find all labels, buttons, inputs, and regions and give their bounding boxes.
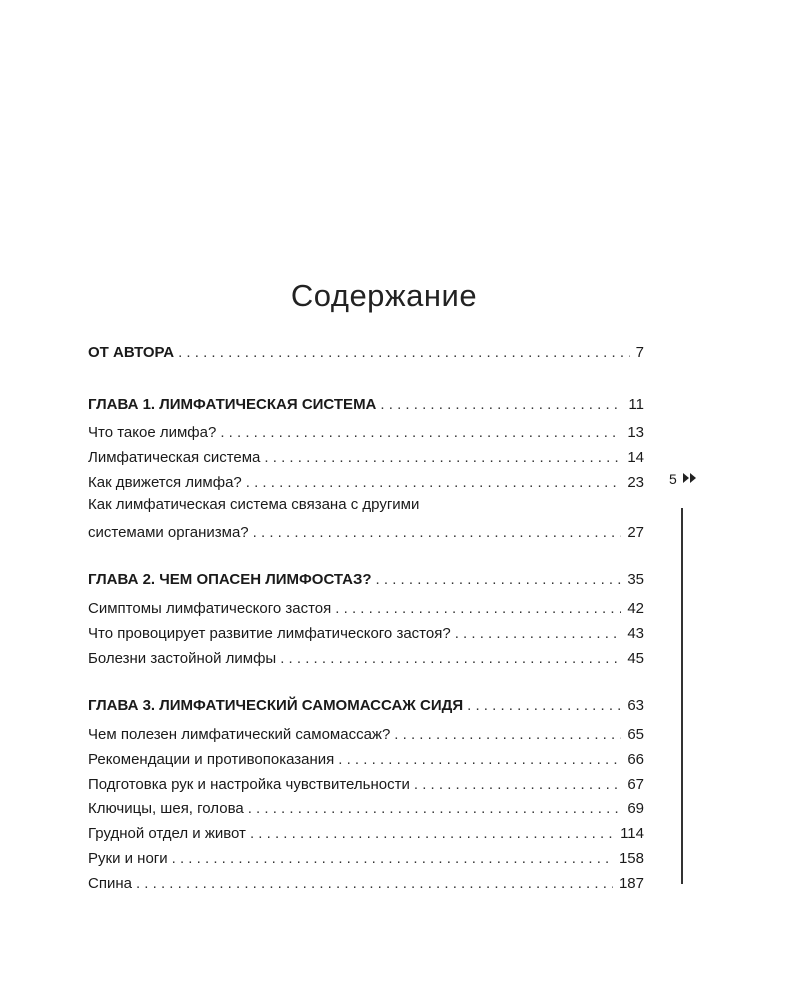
dot-leader (455, 625, 622, 643)
toc-entry[interactable] (88, 722, 644, 744)
toc-entry-page: 7 (635, 344, 644, 361)
dot-leader (335, 600, 621, 618)
dot-leader (248, 800, 622, 818)
toc-entry-chapter-3[interactable] (88, 693, 644, 715)
dot-leader (172, 850, 613, 868)
dot-leader (414, 776, 621, 794)
toc-entry-label: Как движется лимфа? (88, 474, 242, 491)
toc-entry-label: Грудной отдел и живот (88, 825, 246, 842)
toc-entry-chapter-2[interactable] (88, 567, 644, 589)
toc-entry-label-line1[interactable]: Как лимфатическая система связана с другими (88, 496, 420, 513)
dot-leader (178, 344, 630, 362)
folio (669, 471, 697, 487)
dot-leader (280, 650, 621, 668)
toc-entry-author[interactable] (88, 340, 644, 362)
dot-leader (380, 396, 622, 414)
dot-leader (376, 571, 622, 589)
dot-leader (394, 726, 621, 744)
toc-entry-label-line2: системами организма? (88, 524, 249, 541)
toc-entry[interactable] (88, 445, 644, 467)
double-arrow-right-icon (683, 471, 697, 487)
toc-entry-page: 43 (627, 625, 644, 642)
toc-entry-label: Чем полезен лимфатический самомассаж? (88, 726, 391, 743)
toc-entry-label: Симптомы лимфатического застоя (88, 600, 332, 617)
toc-entry[interactable] (88, 796, 644, 818)
toc-entry-label: Болезни застойной лимфы (88, 650, 277, 667)
dot-leader (338, 751, 621, 769)
toc-entry-label: Что такое лимфа? (88, 424, 217, 441)
toc-entry[interactable] (88, 596, 644, 618)
toc-entry[interactable] (88, 646, 644, 668)
toc-entry-label: ГЛАВА 3. ЛИМФАТИЧЕСКИЙ САМОМАССАЖ СИДЯ (88, 697, 464, 714)
toc-entry-page: 14 (627, 449, 644, 466)
dot-leader (136, 875, 613, 893)
toc-entry-page: 23 (627, 474, 644, 491)
toc-entry-label: Подготовка рук и настройка чувствительности (88, 776, 410, 793)
toc-entry-label: Что провоцирует развитие лимфатического застоя? (88, 625, 451, 642)
toc-entry-label: ОТ АВТОРА (88, 344, 175, 361)
toc-entry-page: 158 (618, 850, 644, 867)
toc-entry[interactable] (88, 470, 644, 492)
toc-entry-page: 69 (627, 800, 644, 817)
dot-leader (253, 524, 622, 542)
toc-entry-label: Рекомендации и противопоказания (88, 751, 335, 768)
toc-entry[interactable] (88, 772, 644, 794)
toc-entry-page: 11 (628, 396, 644, 413)
toc-entry-page: 45 (627, 650, 644, 667)
page-title: Содержание (290, 278, 478, 313)
toc-entry-page: 67 (627, 776, 644, 793)
dot-leader (246, 474, 622, 492)
toc-entry[interactable] (88, 846, 644, 868)
toc-entry-page: 27 (627, 524, 644, 541)
toc-entry[interactable] (88, 871, 644, 893)
toc-entry-page: 63 (627, 697, 644, 714)
toc-entry-label: Спина (88, 875, 132, 892)
margin-rule (681, 508, 683, 884)
dot-leader (264, 449, 621, 467)
toc-entry-label: Лимфатическая система (88, 449, 261, 466)
toc-entry-label: ГЛАВА 1. ЛИМФАТИЧЕСКАЯ СИСТЕМА (88, 396, 377, 413)
toc-entry[interactable] (88, 747, 644, 769)
toc-entry-page: 13 (627, 424, 644, 441)
page-number: 5 (669, 471, 677, 487)
toc-entry-label: ГЛАВА 2. ЧЕМ ОПАСЕН ЛИМФОСТАЗ? (88, 571, 372, 588)
toc-entry-page: 66 (627, 751, 644, 768)
toc-entry-chapter-1[interactable] (88, 392, 644, 414)
toc-entry-page: 42 (627, 600, 644, 617)
toc-entry-label: Руки и ноги (88, 850, 168, 867)
toc-entry-label: Ключицы, шея, голова (88, 800, 244, 817)
toc-entry-page: 187 (618, 875, 644, 892)
toc-entry[interactable] (88, 821, 644, 843)
dot-leader (220, 424, 621, 442)
toc-entry-page: 65 (627, 726, 644, 743)
dot-leader (467, 697, 621, 715)
toc-entry[interactable] (88, 420, 644, 442)
toc-entry[interactable] (88, 520, 644, 542)
toc-entry-page: 114 (620, 825, 644, 842)
toc-entry-page: 35 (627, 571, 644, 588)
dot-leader (250, 825, 614, 843)
toc-entry[interactable] (88, 621, 644, 643)
